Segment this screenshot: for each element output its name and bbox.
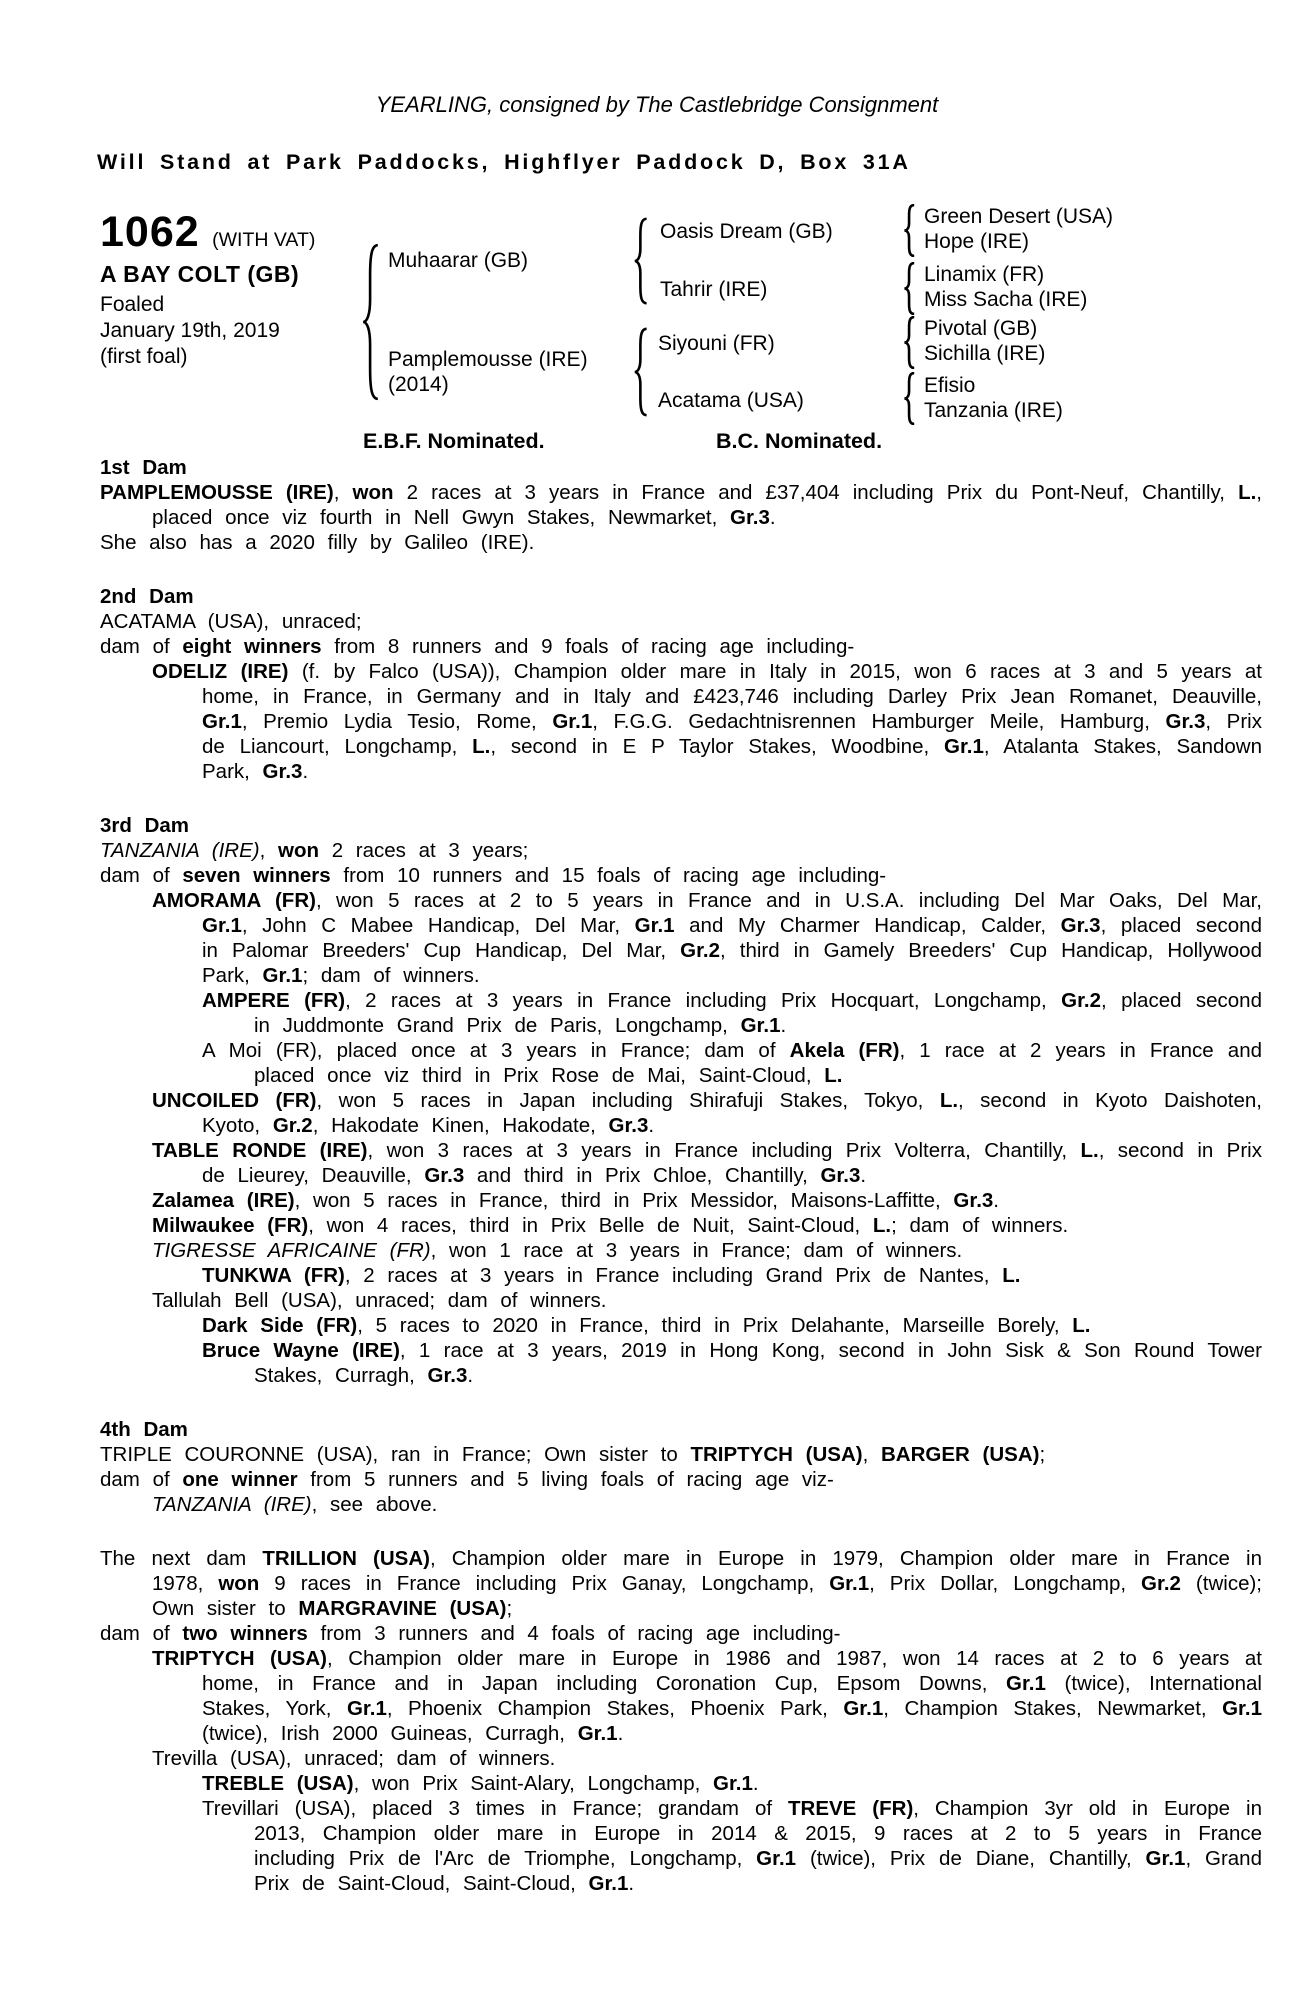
text-run: , third in Gamely Breeders' Cup Handicap, Hollywood Park, [202, 939, 1262, 987]
text-run: Gr.3 [820, 1164, 861, 1187]
text-run: , Champion 3yr old in Europe in 2013, Champion older mare in Europe in 2014 & 2015, 9 races at 2 to 5 years in France including Prix de l'Arc de Triomphe, Longchamp, [254, 1797, 1262, 1870]
gg-brace-1 [903, 204, 917, 257]
text-run: ; dam of winners. [891, 1214, 1069, 1237]
text-run: and My Charmer Handicap, Calder, [674, 914, 1061, 937]
ebf-nomination: E.B.F. Nominated. [363, 429, 545, 453]
text-run: , placed once viz fourth in Nell Gwyn Stakes, Newmarket, [152, 481, 1262, 529]
text-run: from 3 runners and 4 foals of racing age including- [307, 1622, 841, 1645]
text-run: Gr.3 [424, 1164, 465, 1187]
catalogue-paragraph [100, 1442, 1262, 1467]
text-run: ; dam of winners. [302, 964, 480, 987]
catalogue-paragraph [152, 1646, 1262, 1746]
text-run: Gr.1 [262, 964, 303, 987]
catalogue-paragraph [152, 1213, 1262, 1238]
text-run: , Champion older mare in Europe in 1979, Champion older mare in France in 1978, [152, 1547, 1262, 1595]
gg-name-1a: Green Desert (USA) [924, 205, 1114, 228]
text-run: TREBLE (USA) [202, 1772, 354, 1795]
catalogue-paragraph [152, 1288, 1262, 1313]
text-run: , see above. [311, 1493, 438, 1516]
text-run: Trevillari (USA), placed 3 times in France; grandam of [202, 1797, 788, 1820]
pedigree-section [100, 455, 1262, 555]
text-run: Gr.3 [1165, 710, 1206, 733]
text-run: , Prix de Liancourt, Longchamp, [202, 710, 1262, 758]
text-run: , Hakodate Kinen, Hakodate, [312, 1114, 609, 1137]
gg-name-2b: Miss Sacha (IRE) [924, 288, 1088, 311]
catalogue-paragraph [100, 480, 1262, 530]
text-run: Gr.1 [713, 1772, 753, 1795]
text-run: L. [1080, 1139, 1099, 1162]
text-run: , 2 races at 3 years in France including Grand Prix de Nantes, [344, 1264, 1003, 1287]
catalogue-paragraph [100, 838, 1262, 863]
pedigree-section [100, 1417, 1262, 1517]
text-run: one winner [182, 1468, 298, 1491]
text-run: UNCOILED (FR) [152, 1089, 317, 1112]
text-run: ; [506, 1597, 513, 1620]
text-run: Gr.2 [680, 939, 721, 962]
text-run: MARGRAVINE (USA) [298, 1597, 507, 1620]
text-run: . [752, 1772, 759, 1795]
catalogue-paragraph [202, 1313, 1262, 1338]
text-run: Gr.1 [1145, 1847, 1186, 1870]
text-run: , 1 race at 3 years, 2019 in Hong Kong, second in John Sisk & Son Round Tower Stakes, Curragh, [254, 1339, 1263, 1387]
text-run: Gr.1 [829, 1572, 870, 1595]
text-run: Gr.3 [608, 1114, 649, 1137]
text-run: . [993, 1189, 999, 1212]
text-run: L. [939, 1089, 959, 1112]
pedigree-section [100, 1546, 1262, 1896]
text-run: ACATAMA (USA), unraced; [100, 610, 362, 633]
text-run: , second in E P Taylor Stakes, Woodbine, [490, 735, 944, 758]
text-run: , placed second in Juddmonte Grand Prix de Paris, Longchamp, [254, 989, 1262, 1037]
text-run: , [862, 1443, 881, 1466]
sire-dam-name: Tahrir (IRE) [660, 278, 768, 301]
pedigree-section [100, 584, 1262, 784]
text-run: Gr.1 [552, 710, 593, 733]
gg-brace-2 [903, 262, 917, 315]
text-run: , won 4 races, third in Prix Belle de Nuit, Saint-Cloud, [308, 1214, 873, 1237]
text-run: , Prix Dollar, Longchamp, [869, 1572, 1142, 1595]
text-run: won [352, 481, 394, 504]
text-run: , won Prix Saint-Alary, Longchamp, [353, 1772, 713, 1795]
text-run: ; [1039, 1443, 1046, 1466]
text-run: from 8 runners and 9 foals of racing age including- [321, 635, 855, 658]
dam-name: Pamplemousse (IRE) [388, 348, 588, 371]
text-run: AMORAMA (FR) [152, 889, 316, 912]
catalogue-paragraph [100, 863, 1262, 888]
text-run: ODELIZ (IRE) [152, 660, 289, 683]
text-run: (twice); Own sister to [152, 1572, 1262, 1620]
pedigree-main-brace [361, 242, 382, 402]
text-run: A Moi (FR), placed once at 3 years in France; dam of [202, 1039, 790, 1062]
catalogue-paragraph [202, 1263, 1262, 1288]
foaled-date: January 19th, 2019 [100, 319, 280, 342]
lot-number: 1062 [100, 208, 200, 256]
text-run: TREVE (FR) [788, 1797, 914, 1820]
text-run: Gr.1 [843, 1697, 884, 1720]
catalogue-paragraph [100, 1467, 1262, 1492]
text-run: Gr.1 [202, 914, 242, 937]
text-run: . [780, 1014, 787, 1037]
catalogue-paragraph [202, 1796, 1262, 1896]
gg-name-3b: Sichilla (IRE) [924, 342, 1046, 365]
text-run: , F.G.G. Gedachtnisrennen Hamburger Meile, Hamburg, [592, 710, 1166, 733]
gg-name-4a: Efisio [924, 374, 976, 397]
text-run: Gr.3 [427, 1364, 468, 1387]
catalogue-paragraph [152, 1188, 1262, 1213]
text-run: Milwaukee (FR) [152, 1214, 309, 1237]
text-run: , Atalanta Stakes, Sandown Park, [202, 735, 1262, 783]
consignment-title: YEARLING, consigned by The Castlebridge Consignment [375, 92, 939, 117]
dam-sire-name: Siyouni (FR) [658, 332, 775, 355]
text-run: TANZANIA (IRE) [152, 1493, 312, 1516]
text-run: won [278, 839, 320, 862]
text-run: . [467, 1364, 474, 1387]
text-run: and third in Prix Chloe, Chantilly, [464, 1164, 821, 1187]
text-run: 2 races at 3 years; [319, 839, 529, 862]
text-run: , 2 races at 3 years in France including Prix Hocquart, Longchamp, [345, 989, 1062, 1012]
text-run: , [259, 839, 279, 862]
text-run: dam of [100, 1622, 183, 1645]
text-run: L. [1072, 1314, 1091, 1337]
catalogue-paragraph [100, 1621, 1262, 1646]
text-run: L. [472, 735, 491, 758]
foal-note: (first foal) [100, 345, 188, 368]
catalogue-paragraph [202, 1338, 1262, 1388]
text-run: Gr.1 [944, 735, 984, 758]
catalogue-paragraph [152, 1492, 1262, 1517]
text-run: Gr.2 [1061, 989, 1102, 1012]
text-run: . [628, 1872, 635, 1895]
text-run: , Grand Prix de Saint-Cloud, Saint-Cloud, [254, 1847, 1262, 1895]
foaled-label: Foaled [100, 293, 165, 316]
catalogue-paragraph [152, 1238, 1262, 1263]
text-run: L. [1002, 1264, 1021, 1287]
text-run: , 5 races to 2020 in France, third in Prix Delahante, Marseille Borely, [357, 1314, 1073, 1337]
text-run: 9 races in France including Prix Ganay, Longchamp, [259, 1572, 830, 1595]
text-run: , placed second in Palomar Breeders' Cup Handicap, Del Mar, [202, 914, 1262, 962]
text-run: dam of [100, 864, 183, 887]
text-run: Gr.1 [634, 914, 675, 937]
catalogue-paragraph [202, 988, 1262, 1038]
text-run: dam of [100, 1468, 183, 1491]
text-run: eight winners [182, 635, 322, 658]
text-run: The next dam [100, 1547, 263, 1570]
text-run: TUNKWA (FR) [202, 1264, 345, 1287]
text-run: 2 races at 3 years in France and £37,404 including Prix du Pont-Neuf, Chantilly, [393, 481, 1239, 504]
text-run: Zalamea (IRE) [152, 1189, 295, 1212]
text-run: , won 5 races at 2 to 5 years in France and in U.S.A. including Del Mar Oaks, Del Mar, [315, 889, 1263, 912]
text-run: L. [1238, 481, 1257, 504]
text-run: , won 5 races in Japan including Shirafuji Stakes, Tokyo, [316, 1089, 940, 1112]
text-run: , Champion older mare in Europe in 1986 and 1987, won 14 races at 2 to 6 years at home, in France and in Japan including Coronation Cup, Epsom Downs, [202, 1647, 1262, 1695]
catalogue-paragraph [202, 1771, 1262, 1796]
catalogue-paragraph [100, 1546, 1262, 1621]
text-run: two winners [182, 1622, 308, 1645]
text-run: Tallulah Bell (USA), unraced; dam of winners. [152, 1289, 607, 1312]
text-run: (twice), Irish 2000 Guineas, Curragh, [202, 1722, 578, 1745]
gg-brace-4 [903, 372, 917, 425]
catalogue-paragraph [152, 888, 1262, 988]
catalogue-paragraph [152, 1088, 1262, 1138]
text-run: Gr.3 [953, 1189, 994, 1212]
text-run: L. [824, 1064, 843, 1087]
text-run: from 5 runners and 5 living foals of racing age viz- [297, 1468, 834, 1491]
gg-name-3a: Pivotal (GB) [924, 317, 1038, 340]
gg-brace-3 [903, 316, 917, 369]
catalogue-paragraph [152, 1138, 1262, 1188]
text-run: , 1 race at 2 years in France and placed once viz third in Prix Rose de Mai, Saint-Cloud, [254, 1039, 1262, 1087]
text-run: from 10 runners and 15 foals of racing age including- [330, 864, 887, 887]
text-run: TABLE RONDE (IRE) [152, 1139, 368, 1162]
text-run: PAMPLEMOUSSE (IRE) [100, 481, 334, 504]
catalogue-paragraph [152, 1746, 1262, 1771]
section-heading: 1st Dam [100, 456, 187, 479]
text-run: Bruce Wayne (IRE) [202, 1339, 400, 1362]
text-run: . [648, 1114, 655, 1137]
catalogue-paragraph [100, 530, 1262, 555]
lot-number-line [100, 210, 315, 255]
bc-nomination: B.C. Nominated. [716, 429, 883, 453]
text-run: , second in Kyoto Daishoten, Kyoto, [202, 1089, 1262, 1137]
text-run: (twice), Prix de Diane, Chantilly, [796, 1847, 1146, 1870]
text-run: seven winners [182, 864, 331, 887]
text-run: Gr.1 [740, 1014, 781, 1037]
text-run: Gr.2 [272, 1114, 313, 1137]
text-run: , Champion Stakes, Newmarket, [883, 1697, 1223, 1720]
text-run: TANZANIA (IRE) [100, 839, 260, 862]
catalogue-paragraph [100, 634, 1262, 659]
text-run: (twice), International Stakes, York, [202, 1672, 1262, 1720]
gg-name-4b: Tanzania (IRE) [924, 399, 1063, 422]
text-run: . [860, 1164, 867, 1187]
sire-sire-name: Oasis Dream (GB) [660, 220, 833, 243]
text-run: dam of [100, 635, 183, 658]
text-run: Gr.1 [202, 710, 242, 733]
text-run: won [218, 1572, 260, 1595]
catalogue-paragraph [152, 659, 1262, 784]
text-run: , second in Prix de Lieurey, Deauville, [202, 1139, 1262, 1187]
section-heading: 3rd Dam [100, 814, 190, 837]
text-run: Gr.1 [1222, 1697, 1262, 1720]
text-run: , won 1 race at 3 years in France; dam of winners. [430, 1239, 963, 1262]
text-run: Gr.2 [1141, 1572, 1181, 1595]
colt-description: A BAY COLT (GB) [100, 261, 300, 287]
section-heading: 4th Dam [100, 1418, 188, 1441]
text-run: Trevilla (USA), unraced; dam of winners. [152, 1747, 556, 1770]
dam-year: (2014) [388, 373, 449, 396]
pedigree-section [100, 813, 1262, 1388]
text-run: TRIPTYCH (USA) [690, 1443, 863, 1466]
gg-name-1b: Hope (IRE) [924, 230, 1030, 253]
text-run: . [302, 760, 309, 783]
text-run: TIGRESSE AFRICAINE (FR) [152, 1239, 431, 1262]
text-run: Gr.1 [588, 1872, 629, 1895]
text-run: BARGER (USA) [880, 1443, 1040, 1466]
text-run: TRILLION (USA) [262, 1547, 430, 1570]
text-run: , Premio Lydia Tesio, Rome, [241, 710, 553, 733]
text-run: , won 5 races in France, third in Prix Messidor, Maisons-Laffitte, [294, 1189, 954, 1212]
gg-name-2a: Linamix (FR) [924, 263, 1045, 286]
dam-dam-name: Acatama (USA) [658, 389, 804, 412]
text-run: Akela (FR) [789, 1039, 900, 1062]
text-run: Gr.1 [756, 1847, 797, 1870]
catalogue-body [100, 455, 1262, 1896]
sire-brace [633, 217, 650, 305]
text-run: , won 3 races at 3 years in France including Prix Volterra, Chantilly, [367, 1139, 1081, 1162]
text-run: Gr.1 [346, 1697, 387, 1720]
text-run: . [769, 506, 776, 529]
text-run: Gr.3 [730, 506, 770, 529]
text-run: Gr.3 [1060, 914, 1101, 937]
catalogue-paragraph [100, 609, 1262, 634]
text-run: Gr.1 [1006, 1672, 1046, 1695]
text-run: Gr.1 [577, 1722, 618, 1745]
catalogue-paragraph [202, 1038, 1262, 1088]
text-run: Gr.3 [262, 760, 303, 783]
text-run: . [617, 1722, 624, 1745]
text-run: , John C Mabee Handicap, Del Mar, [241, 914, 635, 937]
text-run: (f. by Falco (USA)), Champion older mare in Italy in 2015, won 6 races at 3 and 5 years at home, in France, in Germany and in Italy and £423,746 including Darley Prix Jean Romanet, Deauville, [202, 660, 1262, 708]
text-run: AMPERE (FR) [202, 989, 346, 1012]
sire-name: Muhaarar (GB) [388, 249, 529, 272]
stand-location-line: Will Stand at Park Paddocks, Highflyer Paddock D, Box 31A [97, 150, 911, 174]
dam-brace [633, 327, 650, 417]
vat-note: (WITH VAT) [212, 229, 316, 251]
text-run: L. [872, 1214, 892, 1237]
text-run: She also has a 2020 filly by Galileo (IRE). [100, 531, 535, 554]
text-run: Dark Side (FR) [202, 1314, 358, 1337]
text-run: TRIPLE COURONNE (USA), ran in France; Own sister to [100, 1443, 691, 1466]
text-run: , Phoenix Champion Stakes, Phoenix Park, [386, 1697, 844, 1720]
section-heading: 2nd Dam [100, 585, 194, 608]
text-run: , [333, 481, 353, 504]
text-run: TRIPTYCH (USA) [152, 1647, 327, 1670]
